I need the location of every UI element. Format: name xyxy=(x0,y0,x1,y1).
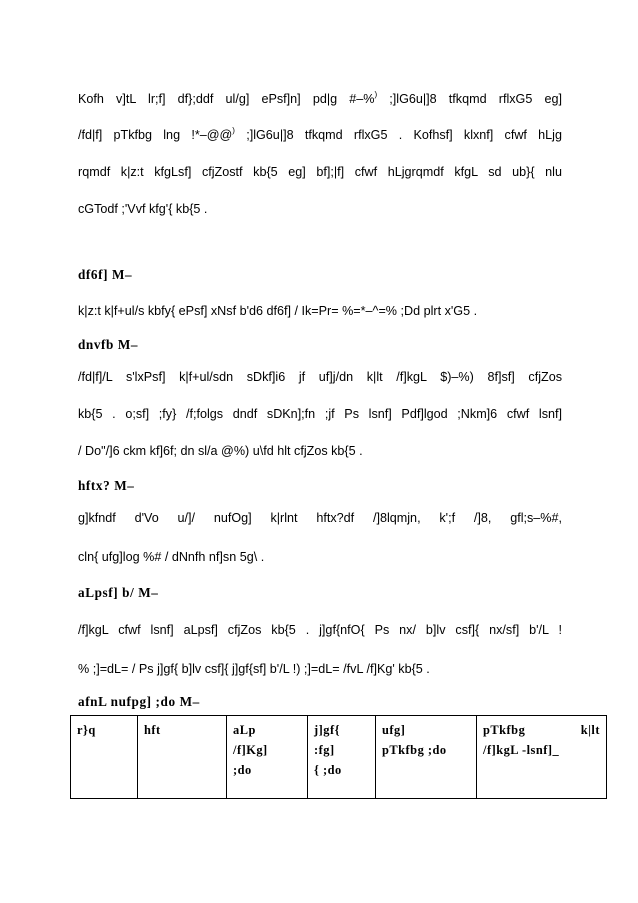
section-heading-seed-rate: aLpsf] b/ M– xyxy=(78,585,159,600)
section-soil-line-1: k|z:t k|f+ul/s kbfy{ ePsf] xNsf b'd6 df6f] / Ik=Pr= %=*–^=% ;Dd plrt x'G5 . xyxy=(78,304,478,318)
intro-line-3: rqmdf k|z:t kfgLsf] cfjZostf kb{5 eg] bf];|f] cfwf hLjgrqmdf kfgL sd ub}{ nlu xyxy=(78,165,562,179)
section-seed-rate-line-2: % ;]=dL= / Ps j]gf{ b]lv csf]{ j]gf{sf] b'/L !) ;]=dL= /fvL /f]Kg' kb{5 . xyxy=(78,662,430,676)
table-header-transplant-time: j]gf{ :fg] { ;do xyxy=(308,716,376,799)
table-header-row xyxy=(71,716,607,799)
intro-line-2: /fd|f] pTkfbg lng !*–@@) ;]lG6u|]8 tfkqmd rflxG5 . Kofhsf] klxnf] cfwf hLjg xyxy=(78,127,562,142)
intro-line-4: cGTodf ;'Vvf kfg'{ kb{5 . xyxy=(78,202,208,216)
section-heading-manure: dnvfb M– xyxy=(78,337,139,352)
section-varieties-line-1: g]kfndf d'Vo u/]/ nufOg] k|rlnt hftx?df /]8lqmjn, k';f /]8, gfl;s–%#, xyxy=(78,511,562,525)
section-heading-planting-time: afnL nufpg] ;do M– xyxy=(78,694,200,709)
table-header-yield-per-ropani: pTkfbg k|lt /f]kgL -lsnf]_ xyxy=(477,716,607,799)
table-header-variety: hft xyxy=(138,716,227,799)
table-header-seed-sowing-time: aLp /f]Kg] ;do xyxy=(227,716,308,799)
section-manure-line-1: /fd|f]/L s'lxPsf] k|f+ul/sdn sDkf]i6 jf uf]j/dn k|lt /f]kgL $)–%) 8f]sf] cfjZos xyxy=(78,370,562,384)
section-seed-rate-line-1: /f]kgL cfwf lsnf] aLpsf] cfjZos kb{5 . j]gf{nfO{ Ps nx/ b]lv csf]{ nx/sf] b'/L ! xyxy=(78,623,562,637)
section-manure-line-2: kb{5 . o;sf] ;fy} /f;folgs dndf sDKn];fn ;jf Ps lsnf] Pdf]lgod ;Nkm]6 cfwf lsnf] xyxy=(78,407,562,421)
section-varieties-line-2: cln{ ufg]log %# / dNnfh nf]sn 5g\ . xyxy=(78,550,265,564)
table-header-bulb-production-time: ufg] pTkfbg ;do xyxy=(376,716,477,799)
table-header-month: r}q xyxy=(71,716,138,799)
intro-line-1: Kofh v]tL lr;f] df};ddf ul/g] ePsf]n] pd|g #–%) ;]lG6u|]8 tfkqmd rflxG5 eg] xyxy=(78,91,562,106)
section-heading-varieties: hftx? M– xyxy=(78,478,135,493)
section-manure-line-3: / Do"/]6 ckm kf]6f; dn sl/a @%) u\fd hlt cfjZos kb{5 . xyxy=(78,444,363,458)
section-heading-soil: df6f] M– xyxy=(78,267,133,282)
planting-schedule-table xyxy=(70,715,607,799)
